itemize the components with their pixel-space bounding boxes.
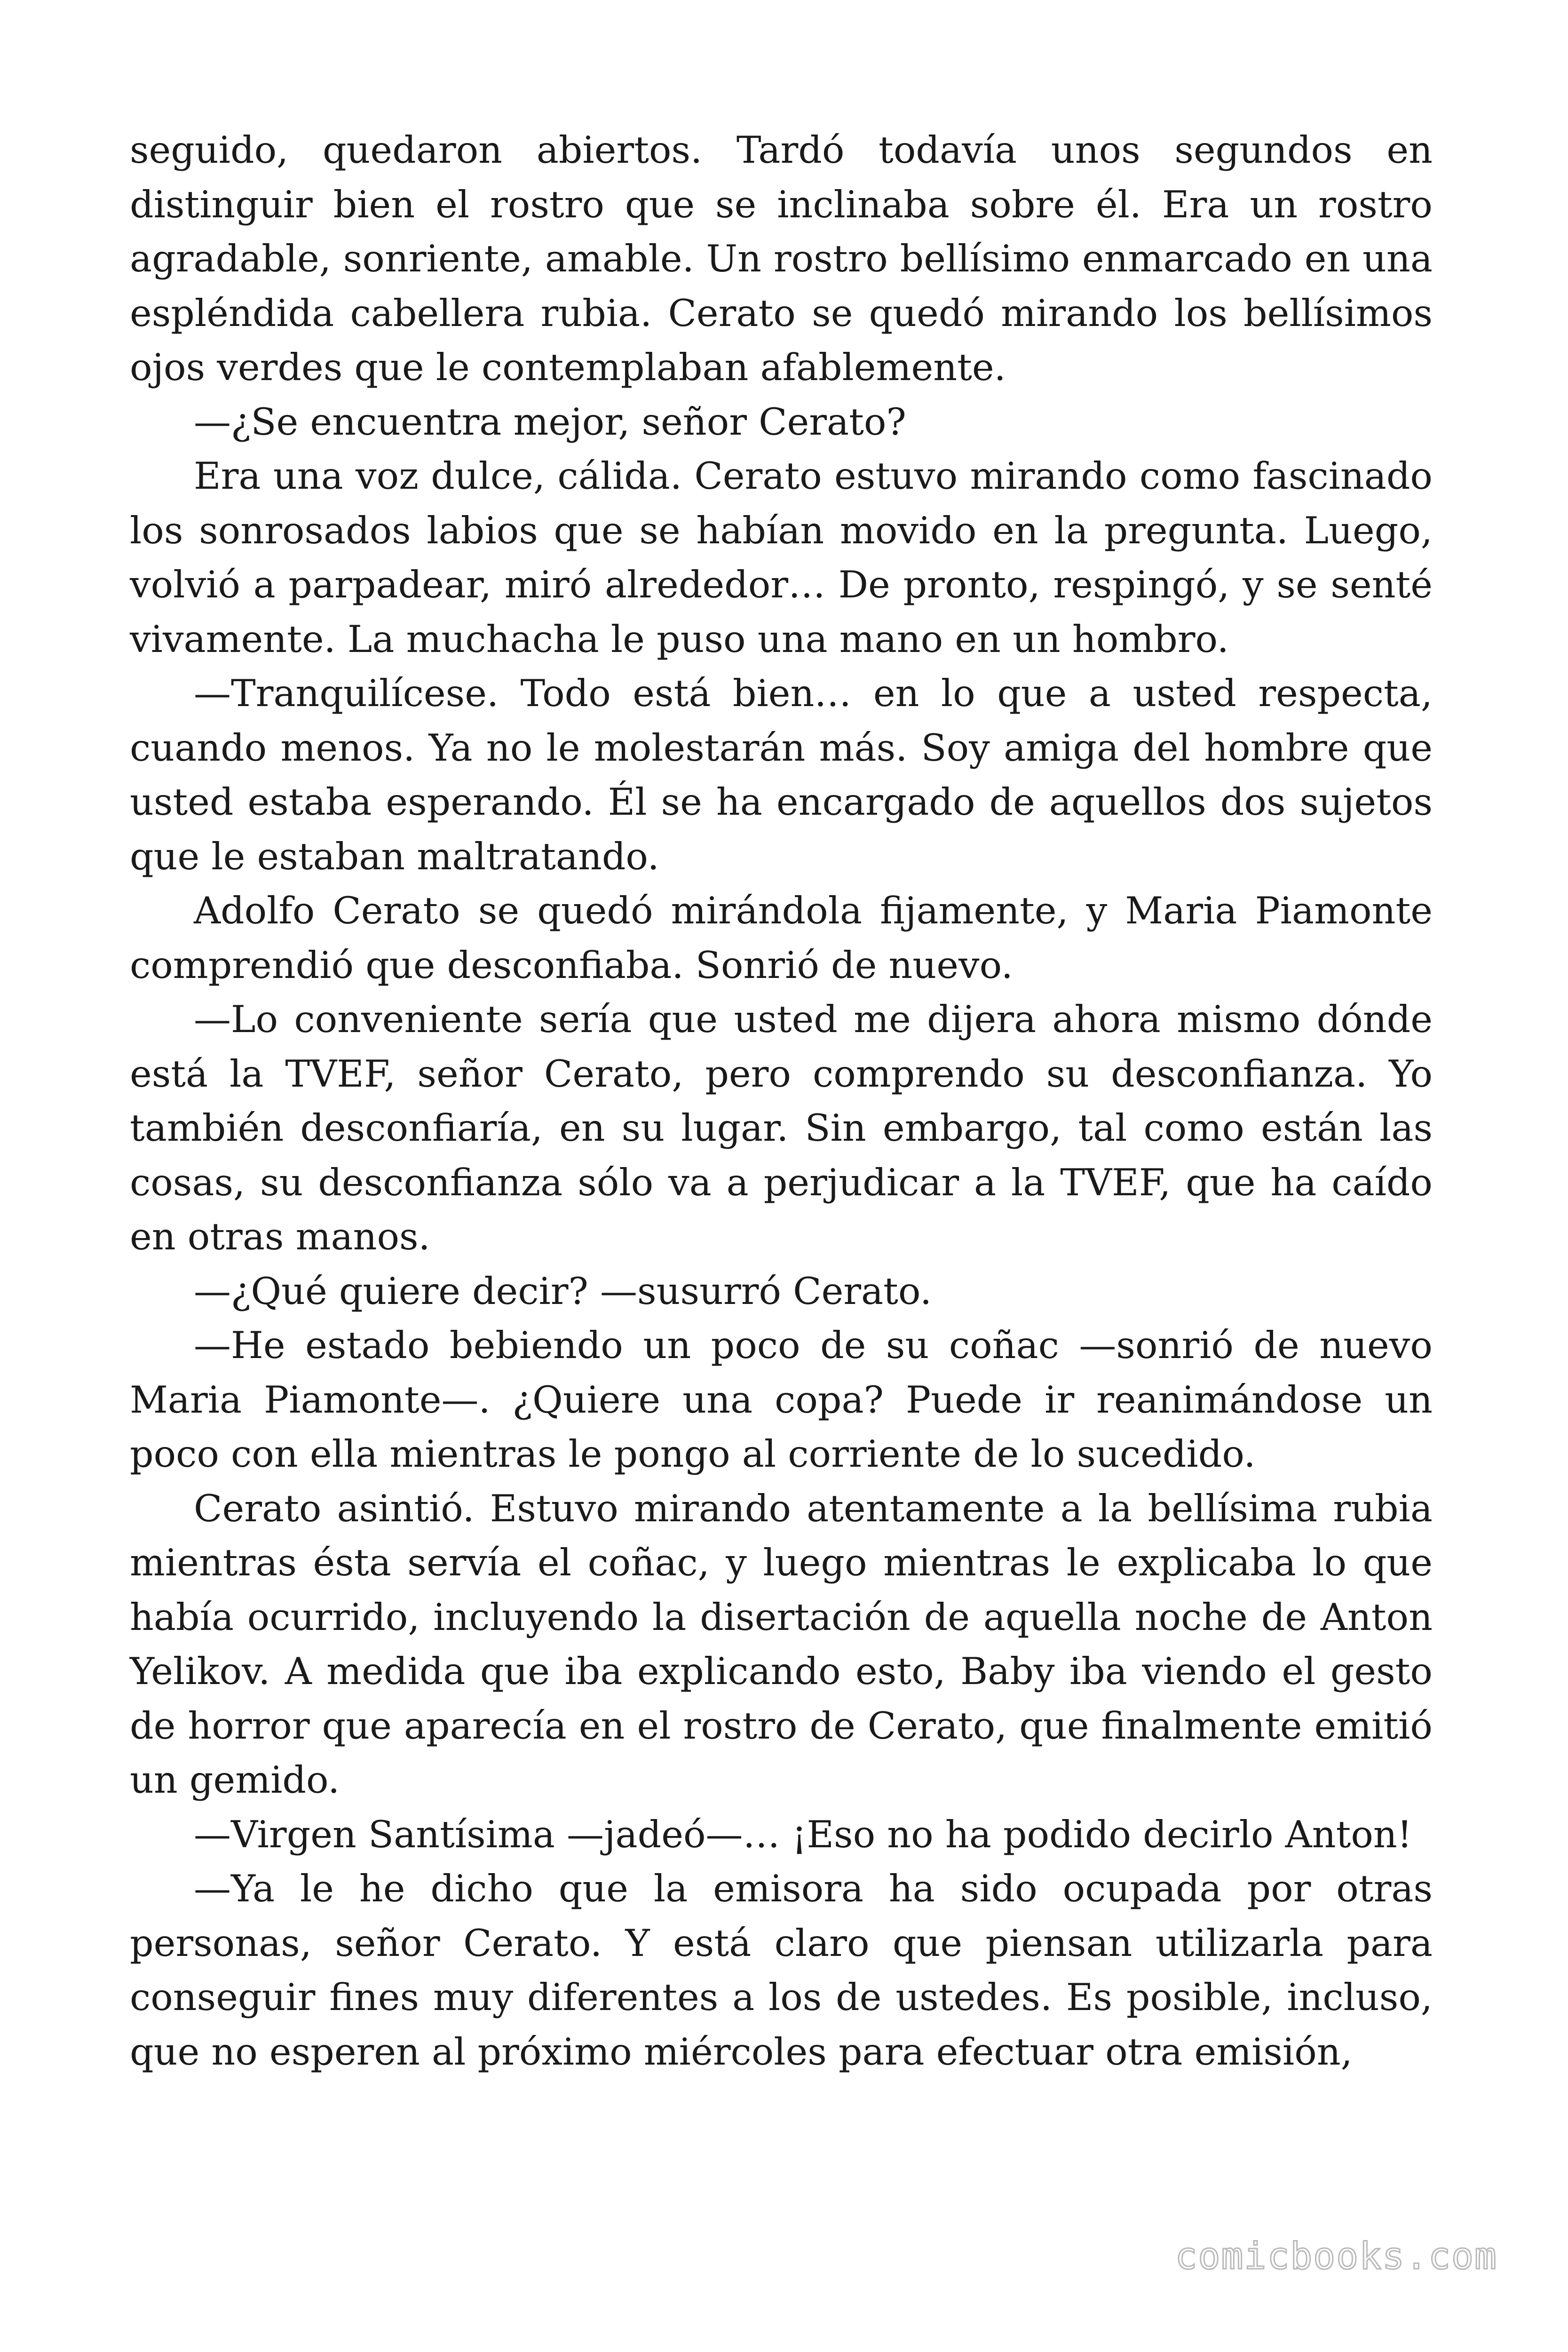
paragraph-4: —Tranquilícese. Todo está bien… en lo que a usted respecta, cuando menos. Ya no le molestarán más. Soy amiga del hombre que usted estaba esperando. Él se ha encargado de aquellos dos sujetos que le estaban maltratando. (130, 672, 1433, 878)
paragraph-2: —¿Se encuentra mejor, señor Cerato? (194, 400, 906, 444)
paragraph-3: Era una voz dulce, cálida. Cerato estuvo mirando como fascinado los sonrosados labios que se habían movido en la pregunta. Luego, volvió a parpadear, miró alrededor… De pronto, respingó, y se senté vivamente. La muchacha le puso una mano en un hombro. (130, 454, 1433, 661)
book-page-text (130, 123, 1433, 2079)
paragraph-10: —Virgen Santísima —jadeó—… ¡Eso no ha podido decirlo Anton! (194, 1812, 1412, 1856)
paragraph-9: Cerato asintió. Estuvo mirando atentamente a la bellísima rubia mientras ésta servía el coñac, y luego mientras le explicaba lo que había ocurrido, incluyendo la disertación de aquella noche de Anton Yelikov. A medida que iba explicando esto, Baby iba viendo el gesto de horror que aparecía en el rostro de Cerato, que finalmente emitió un gemido. (130, 1486, 1433, 1802)
paragraph-11: —Ya le he dicho que la emisora ha sido ocupada por otras personas, señor Cerato. Y está claro que piensan utilizarla para conseguir fines muy diferentes a los de ustedes. Es posible, incluso, que no esperen al próximo miércoles para efectuar otra emisión, (130, 1867, 1433, 2074)
paragraph-7: —¿Qué quiere decir? —susurró Cerato. (194, 1269, 932, 1313)
paragraph-1: seguido, quedaron abiertos. Tardó todavía unos segundos en distinguir bien el rostro que se inclinaba sobre él. Era un rostro agradable, sonriente, amable. Un rostro bellísimo enmarcado en una espléndida cabellera rubia. Cerato se quedó mirando los bellísimos ojos verdes que le contemplaban afablemente. (130, 128, 1433, 389)
watermark: comicbooks.com (1175, 2235, 1497, 2278)
paragraph-5: Adolfo Cerato se quedó mirándola fijamente, y Maria Piamonte comprendió que desconfiaba. Sonrió de nuevo. (130, 889, 1433, 987)
paragraph-6: —Lo conveniente sería que usted me dijera ahora mismo dónde está la TVEF, señor Cerato, pero comprendo su desconfianza. Yo también desconfiaría, en su lugar. Sin embargo, tal como están las cosas, su desconfianza sólo va a perjudicar a la TVEF, que ha caído en otras manos. (130, 998, 1433, 1258)
paragraph-8: —He estado bebiendo un poco de su coñac —sonrió de nuevo Maria Piamonte—. ¿Quiere una copa? Puede ir reanimándose un poco con ella mientras le pongo al corriente de lo sucedido. (130, 1324, 1433, 1476)
